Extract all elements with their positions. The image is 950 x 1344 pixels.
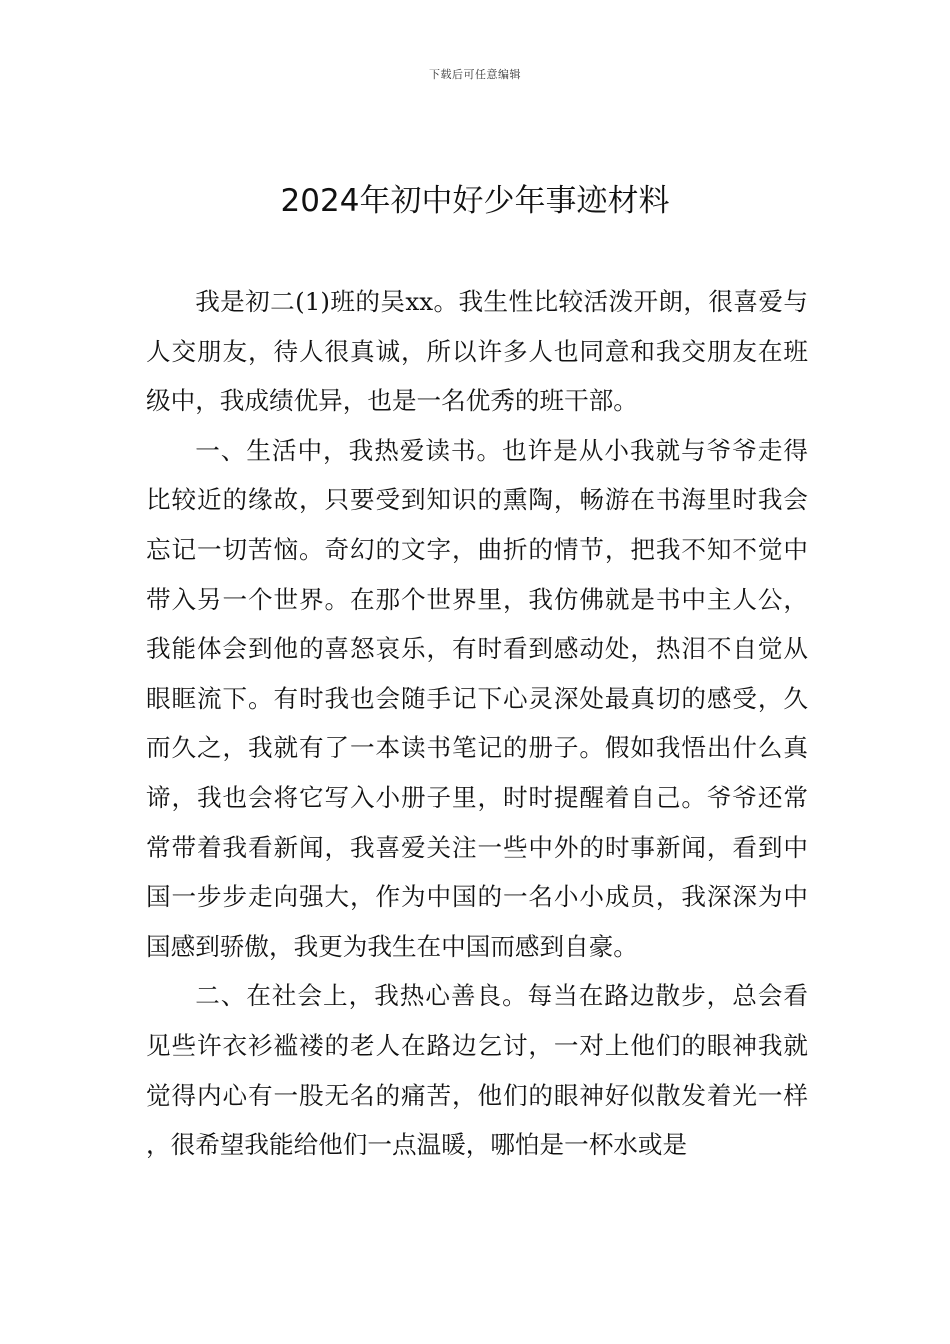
- document-body: [146, 277, 808, 1170]
- document-title: 2024年初中好少年事迹材料: [280, 183, 670, 219]
- paragraph-reading: 一、生活中，我热爱读书。也许是从小我就与爷爷走得比较近的缘故，只要受到知识的熏陶，畅游在书海里时我会忘记一切苦恼。奇幻的文字，曲折的情节，把我不知不觉中带入另一个世界。在那个世界里，我仿佛就是书中主人公，我能体会到他的喜怒哀乐，有时看到感动处，热泪不自觉从眼眶流下。有时我也会随手记下心灵深处最真切的感受，久而久之，我就有了一本读书笔记的册子。假如我悟出什么真谛，我也会将它写入小册子里，时时提醒着自己。爷爷还常常带着我看新闻，我喜爱关注一些中外的时事新闻，看到中国一步步走向强大，作为中国的一名小小成员，我深深为中国感到骄傲，我更为我生在中国而感到自豪。: [146, 435, 808, 961]
- page-header-note: 下载后可任意编辑: [429, 68, 521, 81]
- paragraph-intro: 我是初二(1)班的吴xx。我生性比较活泼开朗，很喜爱与人交朋友，待人很真诚，所以许多人也同意和我交朋友在班级中，我成绩优异，也是一名优秀的班干部。: [146, 287, 808, 416]
- paragraph-kindness: 二、在社会上，我热心善良。每当在路边散步，总会看见些许衣衫褴褛的老人在路边乞讨，一对上他们的眼神我就觉得内心有一股无名的痛苦，他们的眼神好似散发着光一样，很希望我能给他们一点温暖，哪怕是一杯水或是: [146, 981, 808, 1160]
